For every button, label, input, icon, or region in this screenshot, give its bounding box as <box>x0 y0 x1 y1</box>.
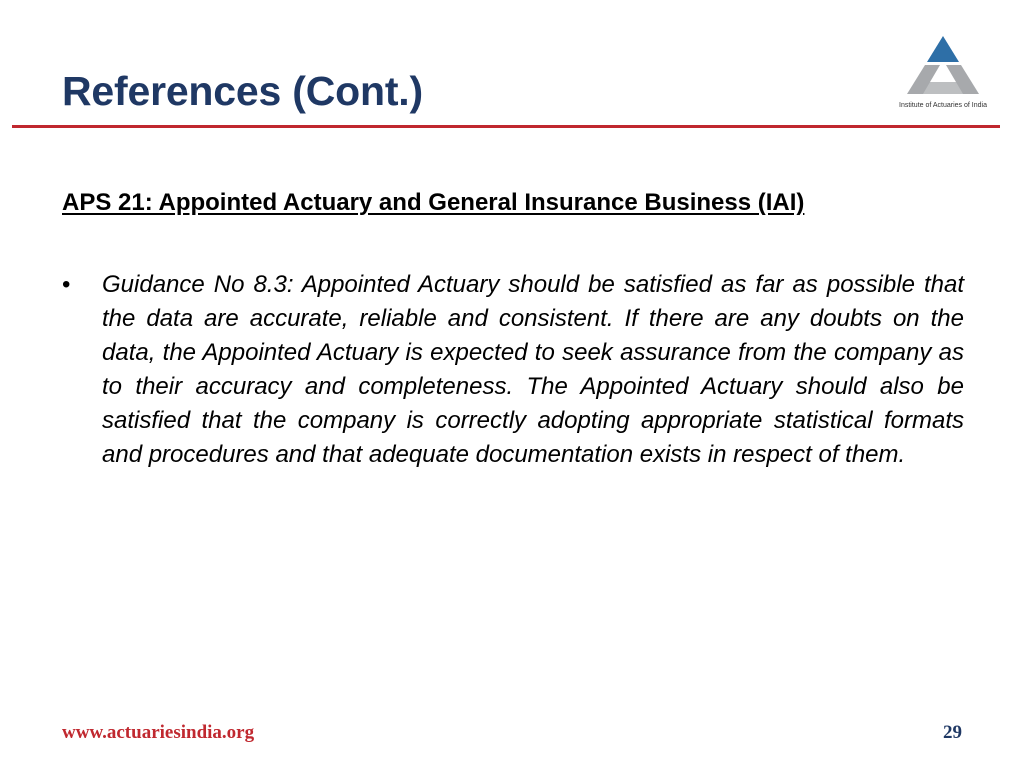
iai-triangle-logo-icon <box>893 34 993 100</box>
slide-title: References (Cont.) <box>62 68 423 114</box>
section-heading: APS 21: Appointed Actuary and General Insurance Business (IAI) <box>62 189 805 216</box>
page-number: 29 <box>943 722 962 743</box>
institute-logo <box>893 34 993 118</box>
bullet-marker: • <box>62 271 71 298</box>
footer-website-link[interactable]: www.actuariesindia.org <box>62 722 255 743</box>
list-item <box>62 268 964 472</box>
bullet-list <box>62 268 964 472</box>
logo-caption: Institute of Actuaries of India <box>899 102 987 109</box>
title-divider <box>12 125 1000 128</box>
bullet-text: Guidance No 8.3: Appointed Actuary should be satisfied as far as possible that the data are accurate, reliable and consistent. If there are any doubts on the data, the Appointed Actuary is expected to seek assurance from the company as to their accuracy and completeness. The Appointed Actuary should also be satisfied that the company is correctly adopting appropriate statistical formats and procedures and that adequate documentation exists in respect of them. <box>102 271 964 468</box>
